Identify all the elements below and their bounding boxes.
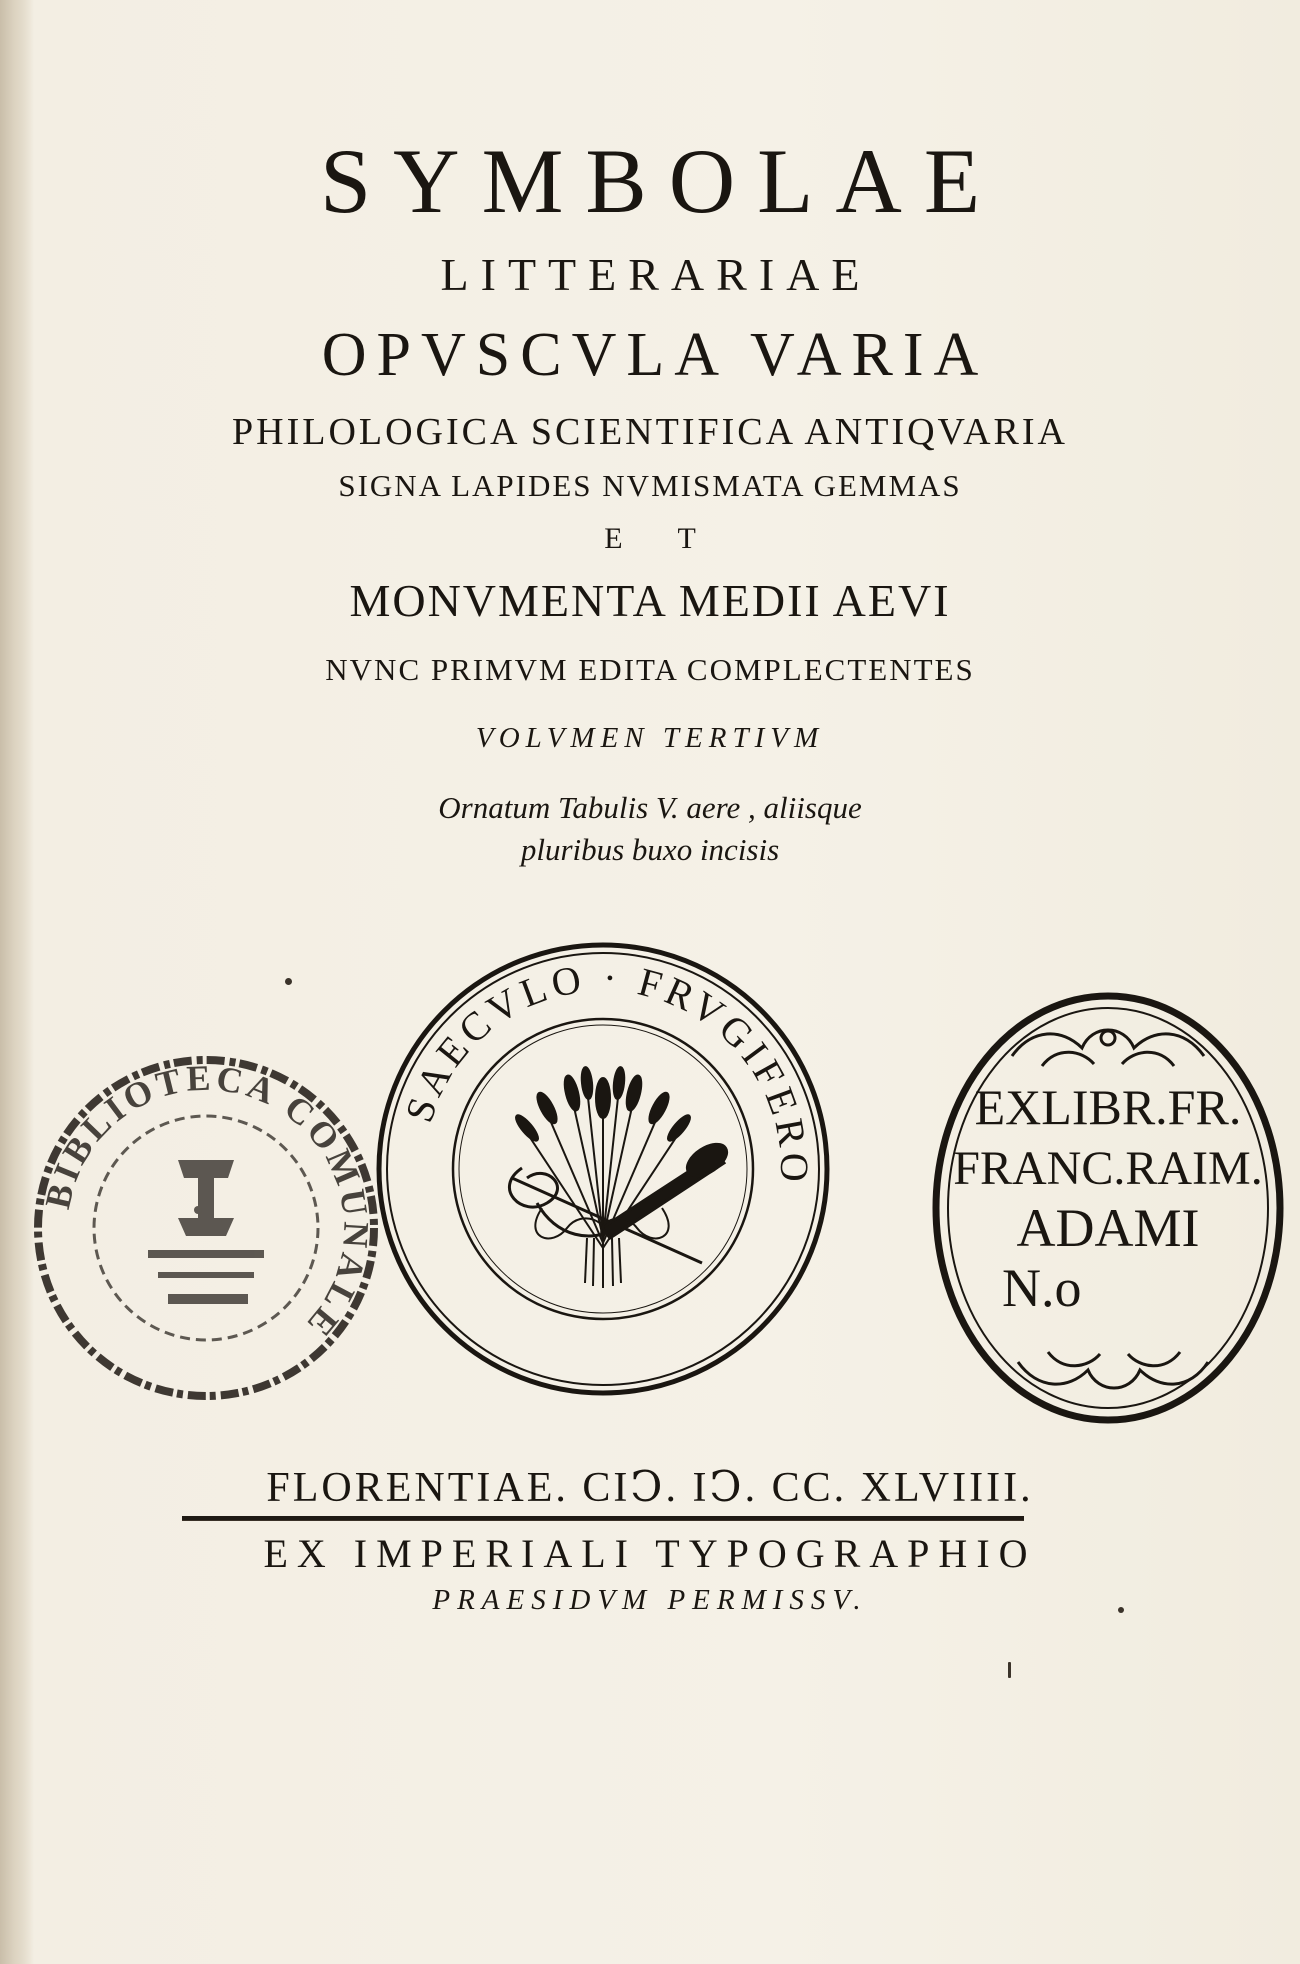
imprint-permission: PRAESIDVM PERMISSV.	[432, 1584, 868, 1616]
shield-icon	[148, 1160, 264, 1304]
ex-libris-line-4: N.o	[1002, 1258, 1082, 1318]
ex-libris-line-2: FRANC.RAIM.	[953, 1142, 1263, 1195]
printer-device-motto: SAECVLO · FRVGIFERO	[395, 954, 818, 1187]
imprint-place-date: FLORENTIAE. CIↃ. IↃ. CC. XLVIIII.	[266, 1465, 1034, 1511]
volume-label: VOLVMEN TERTIVM	[475, 722, 825, 754]
ornatum-line-2: pluribus buxo incisis	[520, 832, 780, 867]
imprint-printer: EX IMPERIALI TYPOGRAPHIO	[263, 1531, 1037, 1576]
subtitle-signa-lapides: SIGNA LAPIDES NVMISMATA GEMMAS	[338, 468, 962, 503]
ink-speck	[285, 978, 292, 985]
title-symbolae: SYMBOLAE	[319, 130, 1003, 232]
subtitle-philologica: PHILOLOGICA SCIENTIFICA ANTIQVARIA	[232, 411, 1068, 453]
ink-speck	[1118, 1607, 1124, 1613]
svg-text:SAECVLO · FRVGIFERO	[396, 955, 817, 1187]
ink-speck	[1008, 1662, 1011, 1678]
subtitle-monumenta: MONVMENTA MEDII AEVI	[349, 575, 951, 626]
title-litterariae: LITTERARIAE	[440, 249, 872, 300]
ex-libris-line-3: ADAMI	[1016, 1198, 1200, 1258]
library-stamp	[28, 1050, 384, 1406]
imprint-rule	[182, 1516, 1024, 1521]
sheaf-stalks-icon	[585, 1238, 621, 1288]
ex-libris-line-1: EXLIBR.FR.	[974, 1079, 1242, 1135]
subtitle-et: E T	[604, 522, 720, 555]
ex-libris-stamp	[922, 984, 1294, 1432]
ornament-bottom-icon	[1018, 1352, 1208, 1388]
ornatum-line-1: Ornatum Tabulis V. aere , aliisque	[438, 790, 862, 825]
ornament-top-icon	[1012, 1030, 1204, 1066]
library-stamp-legend: BIBLIOTECA COMUNALE	[37, 1057, 377, 1347]
subtitle-nunc-primum: NVNC PRIMVM EDITA COMPLECTENTES	[325, 652, 975, 687]
title-opuscula-varia: OPVSCVLA VARIA	[321, 321, 989, 389]
printer-device	[372, 938, 834, 1400]
